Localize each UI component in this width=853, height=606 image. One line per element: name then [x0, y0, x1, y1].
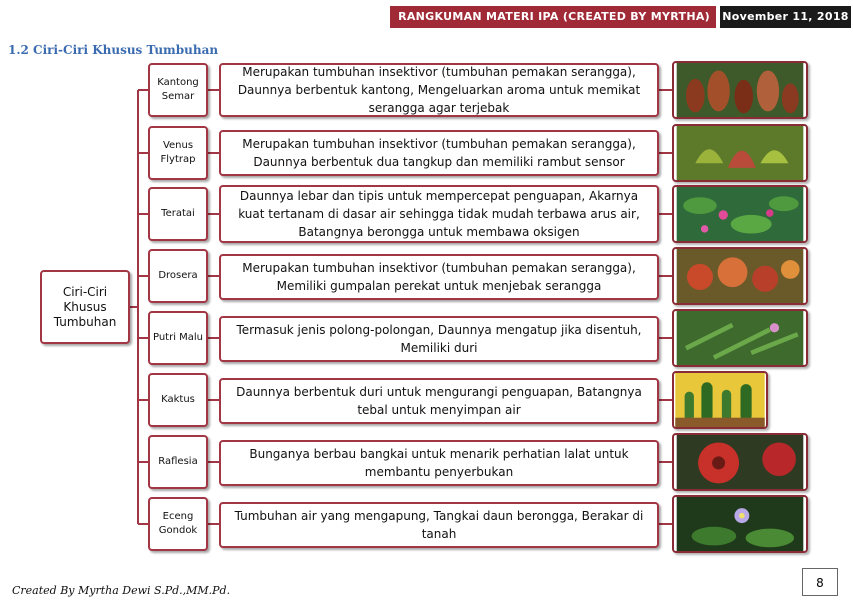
header-date: November 11, 2018 — [720, 6, 851, 28]
category-raflesia: Raflesia — [148, 435, 208, 489]
description-kantong-semar: Merupakan tumbuhan insektivor (tumbuhan pemakan serangga), Daunnya berbentuk kantong, Mengeluarkan aroma untuk memikat serangga agar terjebak — [219, 63, 659, 117]
drosera-photo — [672, 247, 808, 305]
venus-flytrap-photo — [672, 124, 808, 182]
page-number: 8 — [802, 568, 838, 596]
root-node: Ciri-Ciri Khusus Tumbuhan — [40, 270, 130, 344]
category-teratai: Teratai — [148, 187, 208, 241]
rafflesia-photo — [672, 433, 808, 491]
pitcher-plant-photo — [672, 61, 808, 119]
description-drosera: Merupakan tumbuhan insektivor (tumbuhan pemakan serangga), Memiliki gumpalan perekat untuk menjebak serangga — [219, 254, 659, 300]
description-venus-flytrap: Merupakan tumbuhan insektivor (tumbuhan pemakan serangga), Daunnya berbentuk dua tangkup dan memiliki rambut sensor — [219, 130, 659, 176]
category-putri-malu: Putri Malu — [148, 311, 208, 365]
lotus-photo — [672, 185, 808, 243]
description-kaktus: Daunnya berbentuk duri untuk mengurangi penguapan, Batangnya tebal untuk menyimpan air — [219, 378, 659, 424]
section-title: 1.2 Ciri-Ciri Khusus Tumbuhan — [8, 43, 219, 57]
description-raflesia: Bunganya berbau bangkai untuk menarik perhatian lalat untuk membantu penyerbukan — [219, 440, 659, 486]
description-eceng-gondok: Tumbuhan air yang mengapung, Tangkai daun berongga, Berakar di tanah — [219, 502, 659, 548]
water-hyacinth-photo — [672, 495, 808, 553]
cactus-photo — [672, 371, 768, 429]
mimosa-photo — [672, 309, 808, 367]
category-drosera: Drosera — [148, 249, 208, 303]
category-venus-flytrap: Venus Flytrap — [148, 126, 208, 180]
category-kaktus: Kaktus — [148, 373, 208, 427]
description-putri-malu: Termasuk jenis polong-polongan, Daunnya mengatup jika disentuh, Memiliki duri — [219, 316, 659, 362]
footer-credit: Created By Myrtha Dewi S.Pd.,MM.Pd. — [12, 584, 231, 597]
description-teratai: Daunnya lebar dan tipis untuk mempercepat penguapan, Akarnya kuat tertanam di dasar air sehingga tidak mudah terbawa arus air, Batangnya berongga untuk membawa oksigen — [219, 185, 659, 243]
category-eceng-gondok: Eceng Gondok — [148, 497, 208, 551]
header-title: RANGKUMAN MATERI IPA (CREATED BY MYRTHA) — [390, 6, 716, 28]
category-kantong-semar: Kantong Semar — [148, 63, 208, 117]
